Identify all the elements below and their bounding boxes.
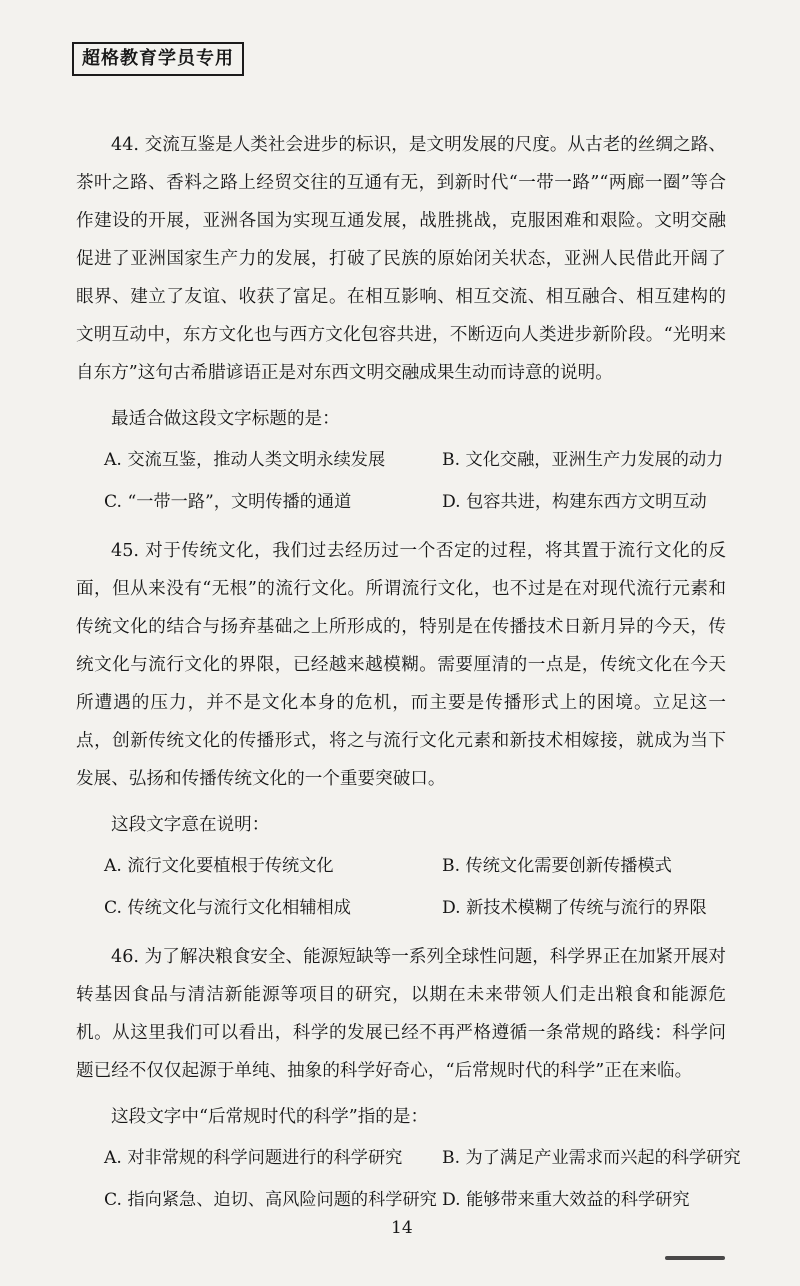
- question-45-option-b: B. 传统文化需要创新传播模式: [442, 856, 672, 876]
- question-45-option-d: D. 新技术模糊了传统与流行的界限: [442, 898, 707, 918]
- question-46-option-d: D. 能够带来重大效益的科学研究: [442, 1190, 690, 1210]
- question-44-text: 44. 交流互鉴是人类社会进步的标识，是文明发展的尺度。从古老的丝绸之路、茶叶之路、香料之路上经贸交往的互通有无，到新时代“一带一路”“两廊一圈”等合作建设的开展，亚洲各国为实现互通发展，战胜挑战，克服困难和艰险。文明交融促进了亚洲国家生产力的发展，打破了民族的原始闭关状态，亚洲人民借此开阔了眼界、建立了友谊、收获了富足。在相互影响、相互交流、相互融合、相互建构的文明互动中，东方文化也与西方文化包容共进，不断迈向人类进步新阶段。“光明来自东方”这句古希腊谚语正是对东西文明交融成果生动而诗意的说明。: [76, 135, 726, 383]
- question-44-prompt: 最适合做这段文字标题的是：: [111, 409, 340, 429]
- question-44-option-d: D. 包容共进，构建东西方文明互动: [442, 492, 707, 512]
- question-46-text: 46. 为了解决粮食安全、能源短缺等一系列全球性问题，科学界正在加紧开展对转基因食品与清洁新能源等项目的研究，以期在未来带领人们走出粮食和能源危机。从这里我们可以看出，科学的发展已经不再严格遵循一条常规的路线：科学问题已经不仅仅起源于单纯、抽象的科学好奇心，“后常规时代的科学”正在来临。: [76, 947, 726, 1081]
- question-44-option-c: C. “一带一路”，文明传播的通道: [104, 492, 352, 512]
- question-45-option-c: C. 传统文化与流行文化相辅相成: [104, 898, 351, 918]
- question-44-option-a: A. 交流互鉴，推动人类文明永续发展: [104, 450, 386, 470]
- question-45: [76, 532, 726, 926]
- question-46-option-b: B. 为了满足产业需求而兴起的科学研究: [442, 1148, 741, 1168]
- question-45-prompt: 这段文字意在说明：: [111, 815, 270, 835]
- question-46-option-c: C. 指向紧急、迫切、高风险问题的科学研究: [104, 1190, 437, 1210]
- question-44-option-b: B. 文化交融，亚洲生产力发展的动力: [442, 450, 724, 470]
- question-45-option-a: A. 流行文化要植根于传统文化: [104, 856, 334, 876]
- header-label: 超格教育学员专用: [72, 42, 244, 76]
- scan-mark: [665, 1256, 725, 1260]
- question-46-option-a: A. 对非常规的科学问题进行的科学研究: [104, 1148, 403, 1168]
- question-45-options: [76, 848, 726, 926]
- question-44-options: [76, 442, 726, 520]
- question-content: [76, 126, 741, 1230]
- question-46-options: [76, 1140, 741, 1218]
- question-46: [76, 938, 741, 1218]
- page-number: 14: [391, 1218, 413, 1238]
- question-46-prompt: 这段文字中“后常规时代的科学”指的是：: [111, 1107, 429, 1127]
- question-44: [76, 126, 726, 520]
- question-45-text: 45. 对于传统文化，我们过去经历过一个否定的过程，将其置于流行文化的反面，但从来没有“无根”的流行文化。所谓流行文化，也不过是在对现代流行元素和传统文化的结合与扬弃基础之上所形成的，特别是在传播技术日新月异的今天，传统文化与流行文化的界限，已经越来越模糊。需要厘清的一点是，传统文化在今天所遭遇的压力，并不是文化本身的危机，而主要是传播形式上的困境。立足这一点，创新传统文化的传播形式，将之与流行文化元素和新技术相嫁接，就成为当下发展、弘扬和传播传统文化的一个重要突破口。: [76, 541, 726, 789]
